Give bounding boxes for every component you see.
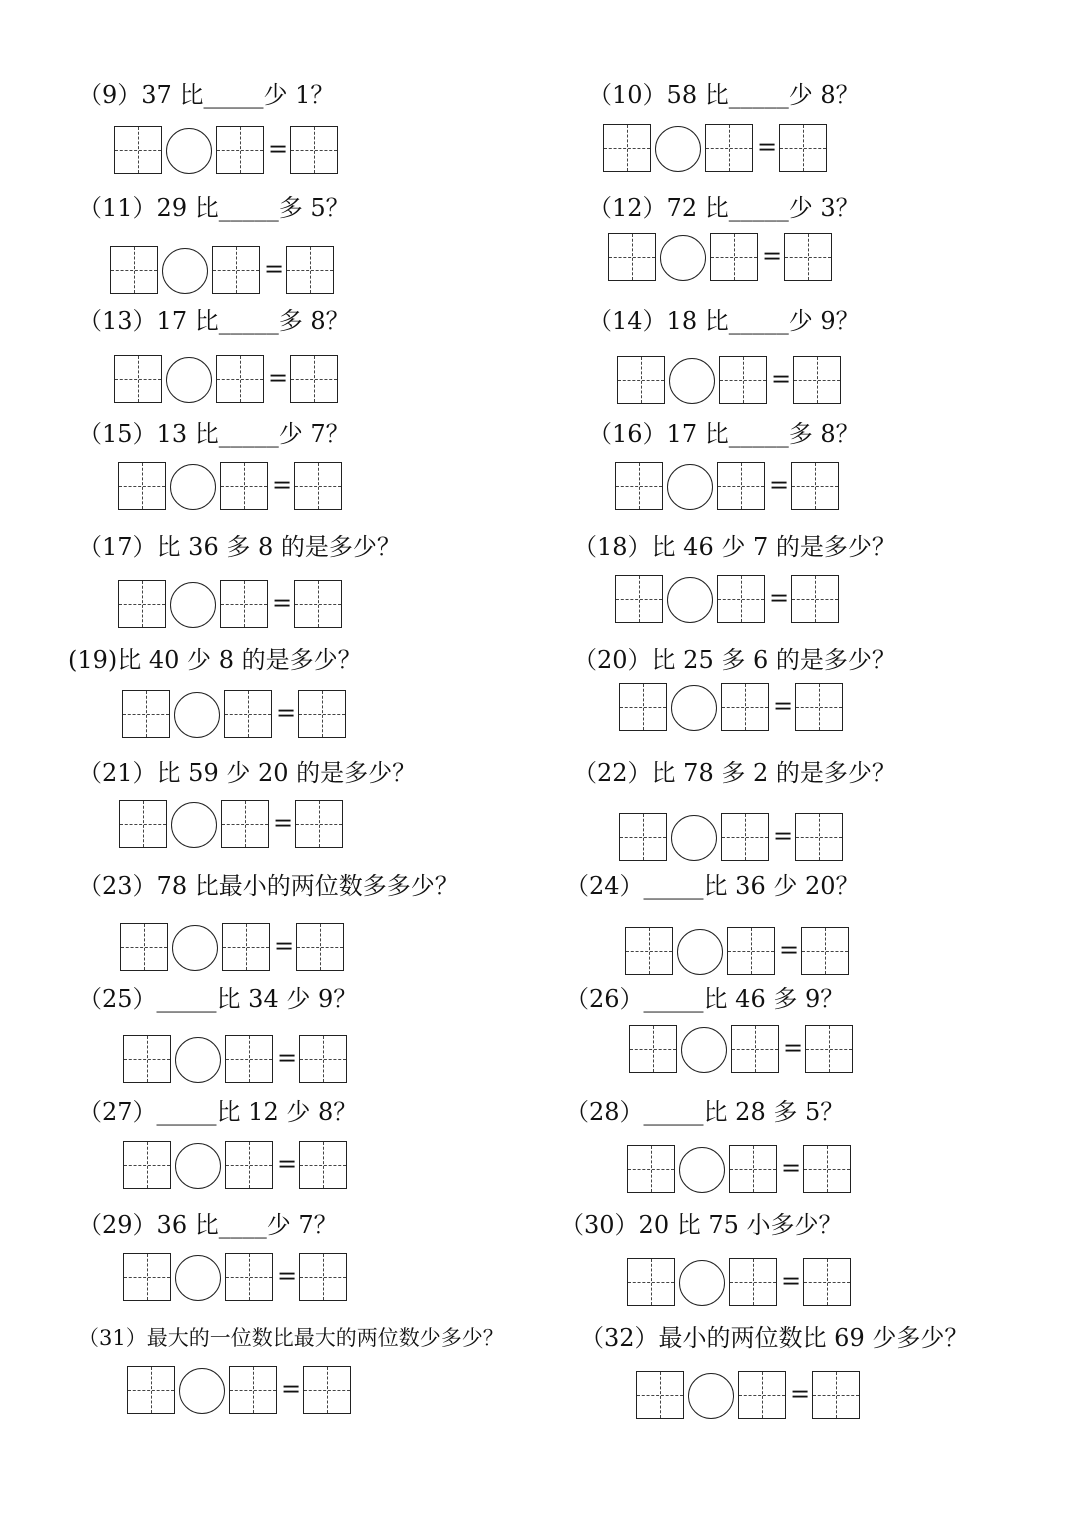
result-box[interactable] — [294, 462, 342, 510]
question-number: （29） — [78, 1211, 157, 1239]
answer-equation — [122, 690, 352, 738]
operator-circle[interactable] — [669, 358, 715, 404]
question-body: _____比 34 少 9？ — [156, 985, 358, 1013]
operand-box-1[interactable] — [118, 462, 166, 510]
operator-circle[interactable] — [677, 929, 723, 975]
result-box[interactable] — [298, 690, 346, 738]
answer-equation — [110, 246, 340, 294]
operand-box-2[interactable] — [220, 462, 268, 510]
equals-sign: = — [762, 242, 783, 270]
question-body: 36 比____少 7？ — [156, 1211, 338, 1239]
question-number: （32） — [580, 1324, 659, 1352]
equals-sign: = — [273, 809, 294, 837]
operator-circle[interactable] — [166, 128, 212, 174]
question-body: 最小的两位数比 69 少多少？ — [658, 1324, 969, 1352]
operand-box-2[interactable] — [220, 580, 268, 628]
result-box[interactable] — [812, 1371, 860, 1419]
equals-sign: = — [281, 1375, 302, 1403]
equals-sign: = — [781, 1267, 802, 1295]
question-number: （26） — [565, 985, 644, 1013]
equals-sign: = — [790, 1380, 811, 1408]
operator-circle[interactable] — [671, 685, 717, 731]
equals-sign: = — [769, 584, 790, 612]
equals-sign: = — [773, 692, 794, 720]
result-box[interactable] — [294, 580, 342, 628]
question-text — [560, 1210, 843, 1240]
operand-box-2[interactable] — [225, 1141, 273, 1189]
question-text — [565, 1097, 844, 1127]
answer-equation — [625, 927, 855, 975]
question-text — [588, 193, 860, 223]
result-box[interactable] — [299, 1141, 347, 1189]
operand-box-1[interactable] — [603, 124, 651, 172]
question-body: 比 59 少 20 的是多少？ — [156, 759, 417, 787]
question-body: 29 比_____多 5？ — [156, 194, 350, 222]
operator-circle[interactable] — [688, 1373, 734, 1419]
question-text — [78, 984, 357, 1014]
operator-circle[interactable] — [174, 692, 220, 738]
operand-box-2[interactable] — [729, 1258, 777, 1306]
operand-box-2[interactable] — [212, 246, 260, 294]
operand-box-2[interactable] — [729, 1145, 777, 1193]
result-box[interactable] — [779, 124, 827, 172]
operator-circle[interactable] — [679, 1147, 725, 1193]
question-text — [78, 1323, 504, 1353]
equals-sign: = — [272, 589, 293, 617]
question-text — [78, 758, 416, 788]
operand-box-1[interactable] — [619, 813, 667, 861]
answer-equation — [619, 683, 849, 731]
answer-equation — [615, 462, 845, 510]
question-text — [588, 306, 860, 336]
question-body: _____比 28 多 5？ — [643, 1098, 845, 1126]
operator-circle[interactable] — [172, 925, 218, 971]
equals-sign: = — [277, 1262, 298, 1290]
operand-box-1[interactable] — [120, 923, 168, 971]
question-body: 比 40 少 8 的是多少？ — [117, 646, 362, 674]
equals-sign: = — [274, 932, 295, 960]
question-number: （24） — [565, 872, 644, 900]
operator-circle[interactable] — [170, 464, 216, 510]
answer-equation — [636, 1371, 866, 1419]
result-box[interactable] — [791, 575, 839, 623]
question-body: 72 比_____少 3？ — [666, 194, 860, 222]
result-box[interactable] — [801, 927, 849, 975]
question-body: _____比 36 少 20？ — [643, 872, 860, 900]
question-number: （30） — [560, 1211, 639, 1239]
question-number: （23） — [78, 872, 157, 900]
question-number: （15） — [78, 420, 157, 448]
operand-box-1[interactable] — [627, 1145, 675, 1193]
answer-equation — [627, 1145, 857, 1193]
answer-equation — [114, 355, 344, 403]
operand-box-2[interactable] — [225, 1035, 273, 1083]
answer-equation — [114, 126, 344, 174]
operator-circle[interactable] — [655, 126, 701, 172]
question-number: （11） — [78, 194, 157, 222]
question-body: 比 36 多 8 的是多少？ — [156, 533, 401, 561]
question-number: （10） — [588, 81, 667, 109]
result-box[interactable] — [296, 923, 344, 971]
operand-box-2[interactable] — [717, 462, 765, 510]
result-box[interactable] — [793, 356, 841, 404]
question-text — [565, 984, 844, 1014]
equals-sign: = — [277, 1044, 298, 1072]
result-box[interactable] — [290, 355, 338, 403]
operand-box-2[interactable] — [717, 575, 765, 623]
operator-circle[interactable] — [660, 235, 706, 281]
question-text — [78, 419, 350, 449]
operand-box-2[interactable] — [224, 690, 272, 738]
equals-sign: = — [773, 822, 794, 850]
question-number: （27） — [78, 1098, 157, 1126]
question-number: （16） — [588, 420, 667, 448]
equals-sign: = — [769, 471, 790, 499]
question-text — [573, 758, 896, 788]
result-box[interactable] — [803, 1258, 851, 1306]
question-number: （12） — [588, 194, 667, 222]
question-text — [588, 80, 860, 110]
operator-circle[interactable] — [162, 248, 208, 294]
question-text — [78, 1210, 338, 1240]
question-text — [78, 306, 350, 336]
question-body: 最大的一位数比最大的两位数少多少？ — [146, 1326, 504, 1350]
equals-sign: = — [272, 471, 293, 499]
answer-equation — [123, 1035, 353, 1083]
result-box[interactable] — [791, 462, 839, 510]
operator-circle[interactable] — [667, 464, 713, 510]
operand-box-2[interactable] — [225, 1253, 273, 1301]
question-text — [573, 645, 896, 675]
question-body: _____比 12 少 8？ — [156, 1098, 358, 1126]
equals-sign: = — [277, 1150, 298, 1178]
answer-equation — [603, 124, 833, 172]
question-number: （9） — [78, 81, 142, 109]
answer-equation — [627, 1258, 857, 1306]
question-text — [78, 80, 334, 110]
operand-box-1[interactable] — [114, 355, 162, 403]
operand-box-2[interactable] — [222, 923, 270, 971]
operand-box-1[interactable] — [123, 1253, 171, 1301]
answer-equation — [123, 1141, 353, 1189]
operand-box-2[interactable] — [221, 800, 269, 848]
operand-box-2[interactable] — [721, 813, 769, 861]
equals-sign: = — [771, 365, 792, 393]
operand-box-1[interactable] — [118, 580, 166, 628]
result-box[interactable] — [290, 126, 338, 174]
question-body: 37 比_____少 1？ — [141, 81, 335, 109]
equals-sign: = — [268, 135, 289, 163]
operand-box-2[interactable] — [727, 927, 775, 975]
question-body: 58 比_____少 8？ — [666, 81, 860, 109]
question-number: （21） — [78, 759, 157, 787]
question-number: （25） — [78, 985, 157, 1013]
question-text — [78, 532, 401, 562]
question-text — [588, 419, 860, 449]
answer-equation — [127, 1366, 357, 1414]
operand-box-2[interactable] — [216, 126, 264, 174]
equals-sign: = — [268, 364, 289, 392]
equals-sign: = — [783, 1034, 804, 1062]
operator-circle[interactable] — [679, 1260, 725, 1306]
operator-circle[interactable] — [667, 577, 713, 623]
operand-box-1[interactable] — [123, 1141, 171, 1189]
equals-sign: = — [757, 133, 778, 161]
result-box[interactable] — [299, 1035, 347, 1083]
question-number: （13） — [78, 307, 157, 335]
question-number: （31） — [78, 1326, 147, 1350]
operand-box-1[interactable] — [617, 356, 665, 404]
operand-box-1[interactable] — [619, 683, 667, 731]
operand-box-2[interactable] — [721, 683, 769, 731]
question-body: 18 比_____少 9？ — [666, 307, 860, 335]
operand-box-1[interactable] — [119, 800, 167, 848]
operand-box-1[interactable] — [629, 1025, 677, 1073]
operand-box-1[interactable] — [110, 246, 158, 294]
operand-box-2[interactable] — [229, 1366, 277, 1414]
answer-equation — [118, 462, 348, 510]
operand-box-2[interactable] — [719, 356, 767, 404]
question-body: 比 46 少 7 的是多少？ — [651, 533, 896, 561]
question-text — [78, 193, 350, 223]
equals-sign: = — [276, 699, 297, 727]
question-number: （14） — [588, 307, 667, 335]
question-number: （22） — [573, 759, 652, 787]
operator-circle[interactable] — [671, 815, 717, 861]
operand-box-1[interactable] — [608, 233, 656, 281]
operator-circle[interactable] — [166, 357, 212, 403]
question-text — [573, 532, 896, 562]
operand-box-1[interactable] — [123, 1035, 171, 1083]
operator-circle[interactable] — [681, 1027, 727, 1073]
operand-box-1[interactable] — [625, 927, 673, 975]
operand-box-1[interactable] — [615, 462, 663, 510]
question-number: （28） — [565, 1098, 644, 1126]
result-box[interactable] — [295, 800, 343, 848]
answer-equation — [120, 923, 350, 971]
operand-box-1[interactable] — [627, 1258, 675, 1306]
question-number: （18） — [573, 533, 652, 561]
result-box[interactable] — [299, 1253, 347, 1301]
question-body: 17 比_____多 8？ — [156, 307, 350, 335]
operand-box-2[interactable] — [705, 124, 753, 172]
question-body: 78 比最小的两位数多多少？ — [156, 872, 459, 900]
answer-equation — [629, 1025, 859, 1073]
result-box[interactable] — [795, 813, 843, 861]
question-body: _____比 46 多 9？ — [643, 985, 845, 1013]
question-text — [78, 871, 459, 901]
result-box[interactable] — [286, 246, 334, 294]
question-text — [68, 645, 362, 675]
answer-equation — [617, 356, 847, 404]
operand-box-1[interactable] — [122, 690, 170, 738]
equals-sign: = — [779, 936, 800, 964]
question-number: （17） — [78, 533, 157, 561]
operator-circle[interactable] — [175, 1255, 221, 1301]
result-box[interactable] — [784, 233, 832, 281]
answer-equation — [619, 813, 849, 861]
operand-box-1[interactable] — [615, 575, 663, 623]
operand-box-1[interactable] — [114, 126, 162, 174]
result-box[interactable] — [795, 683, 843, 731]
operator-circle[interactable] — [175, 1037, 221, 1083]
operator-circle[interactable] — [175, 1143, 221, 1189]
answer-equation — [123, 1253, 353, 1301]
question-number: (19) — [68, 646, 118, 674]
question-body: 比 78 多 2 的是多少？ — [651, 759, 896, 787]
operand-box-2[interactable] — [738, 1371, 786, 1419]
answer-equation — [118, 580, 348, 628]
question-text — [565, 871, 860, 901]
operator-circle[interactable] — [170, 582, 216, 628]
question-text — [78, 1097, 357, 1127]
question-body: 17 比_____多 8？ — [666, 420, 860, 448]
question-number: （20） — [573, 646, 652, 674]
operand-box-2[interactable] — [731, 1025, 779, 1073]
answer-equation — [119, 800, 349, 848]
result-box[interactable] — [805, 1025, 853, 1073]
answer-equation — [608, 233, 838, 281]
question-body: 13 比_____少 7？ — [156, 420, 350, 448]
question-text — [580, 1323, 968, 1353]
question-body: 比 25 多 6 的是多少？ — [651, 646, 896, 674]
equals-sign: = — [781, 1154, 802, 1182]
operand-box-2[interactable] — [710, 233, 758, 281]
operand-box-2[interactable] — [216, 355, 264, 403]
operator-circle[interactable] — [179, 1368, 225, 1414]
equals-sign: = — [264, 255, 285, 283]
question-body: 20 比 75 小多少？ — [638, 1211, 843, 1239]
result-box[interactable] — [803, 1145, 851, 1193]
result-box[interactable] — [303, 1366, 351, 1414]
operand-box-1[interactable] — [636, 1371, 684, 1419]
operator-circle[interactable] — [171, 802, 217, 848]
operand-box-1[interactable] — [127, 1366, 175, 1414]
answer-equation — [615, 575, 845, 623]
